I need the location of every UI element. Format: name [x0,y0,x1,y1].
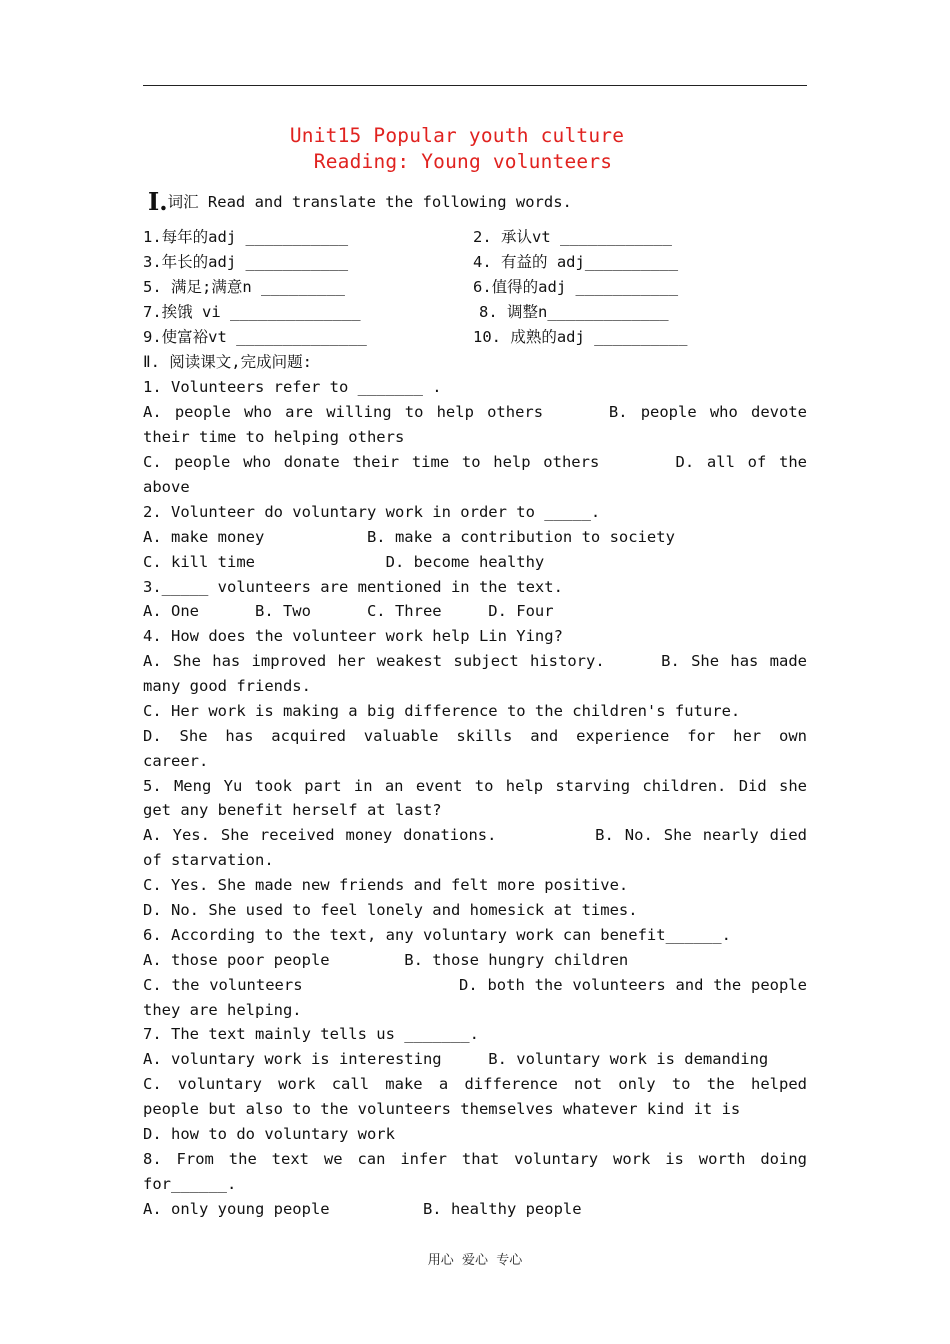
question-line: C. Yes. She made new friends and felt more positive. [143,876,629,894]
page-subtitle: Reading: Young volunteers [313,150,613,173]
vocab-item-2: 2. 承认vt ____________ [473,228,672,246]
question-line: A. people who are willing to help others B. people who devote [143,403,807,421]
question-line: A. those poor people B. those hungry children [143,951,629,969]
vocab-item-3: 3.年长的adj ___________ [143,253,349,271]
question-line: career. [143,752,209,770]
question-line: D. how to do voluntary work [143,1125,395,1143]
question-line: A. only young people B. healthy people [143,1200,582,1218]
question-line: of starvation. [143,851,274,869]
question-line: 8. From the text we can infer that voluntary work is worth doing [143,1150,807,1168]
question-line: C. Her work is making a big difference to the children's future. [143,702,741,720]
question-line: get any benefit herself at last? [143,801,442,819]
section-heading-text: 词汇 Read and translate the following words. [167,193,572,211]
vocab-item-5: 5. 满足;满意n _________ [143,278,345,296]
header-rule [143,85,807,86]
page-title: Unit15 Popular youth culture [289,124,625,147]
vocab-item-8: 8. 调整n_____________ [479,303,669,321]
section-heading-reading: Ⅱ. 阅读课文,完成问题: [143,353,312,371]
question-line: D. She has acquired valuable skills and experience for her own [143,727,807,745]
question-line: people but also to the volunteers themselves whatever kind it is [143,1100,741,1118]
vocab-item-4: 4. 有益的 adj__________ [473,253,679,271]
question-line: C. people who donate their time to help others D. all of the [143,453,807,471]
question-line: for______. [143,1175,237,1193]
vocab-item-7: 7.挨饿 vi ______________ [143,303,361,321]
question-line: A. Yes. She received money donations. B. No. She nearly died [143,826,807,844]
question-line: 7. The text mainly tells us _______. [143,1025,479,1043]
question-line: 2. Volunteer do voluntary work in order to _____. [143,503,601,521]
question-line: many good friends. [143,677,311,695]
question-line: A. make money B. make a contribution to society [143,528,675,546]
question-line: A. One B. Two C. Three D. Four [143,602,554,620]
page-footer: 用心 爱心 专心 [427,1253,523,1268]
question-line: above [143,478,190,496]
vocab-item-6: 6.值得的adj ___________ [473,278,679,296]
question-line: 3._____ volunteers are mentioned in the text. [143,578,563,596]
question-line: C. kill time D. become healthy [143,553,545,571]
question-line: 4. How does the volunteer work help Lin Ying? [143,627,563,645]
question-line: C. voluntary work call make a difference not only to the helped [143,1075,807,1093]
question-line: 6. According to the text, any voluntary work can benefit______. [143,926,731,944]
question-line: A. voluntary work is interesting B. voluntary work is demanding [143,1050,769,1068]
question-line: 5. Meng Yu took part in an event to help starving children. Did she [143,777,807,795]
question-line: 1. Volunteers refer to _______ . [143,378,442,396]
vocab-item-1: 1.每年的adj ___________ [143,228,349,246]
section-heading-vocabulary [148,187,572,216]
vocab-item-10: 10. 成熟的adj __________ [473,328,688,346]
question-line: A. She has improved her weakest subject history. B. She has made [143,652,807,670]
question-line: they are helping. [143,1001,302,1019]
vocab-item-9: 9.使富裕vt ______________ [143,328,367,346]
roman-numeral-one: Ⅰ. [148,187,168,216]
question-line: their time to helping others [143,428,405,446]
question-line: D. No. She used to feel lonely and homesick at times. [143,901,638,919]
question-line: C. the volunteers D. both the volunteers and the people [143,976,807,994]
